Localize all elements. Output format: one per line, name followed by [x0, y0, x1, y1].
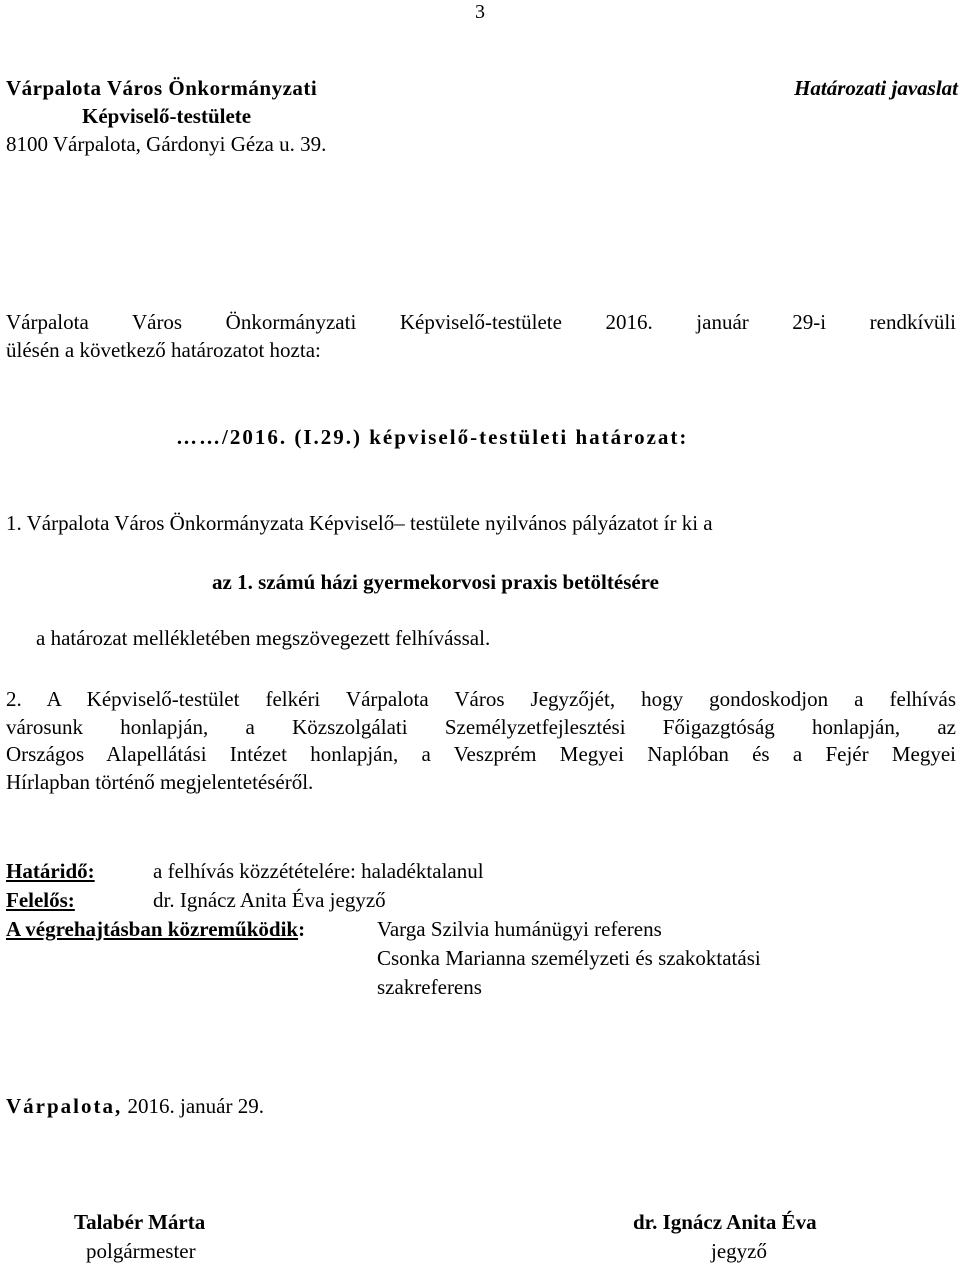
point-1-center-prefix: az 1.	[212, 570, 259, 594]
org-name: Várpalota Város Önkormányzati	[6, 76, 318, 100]
signature-left-name: Talabér Márta	[74, 1210, 206, 1234]
participant-2-cont: szakreferens	[377, 975, 482, 999]
participants-label-wrap	[6, 919, 305, 940]
point-2-line-1: 2. A Képviselő-testület felkéri Várpalota Város Jegyzőjét, hogy gondoskodjon a felhívás	[6, 687, 956, 711]
signature-left-title: polgármester	[86, 1239, 196, 1263]
doc-type: Határozati javaslat	[794, 76, 958, 100]
intro-line-1: Várpalota Város Önkormányzati Képviselő-testülete 2016. január 29-i rendkívüli	[6, 310, 956, 334]
participant-1: Varga Szilvia humánügyi referens	[377, 917, 662, 941]
intro-line-2: ülésén a következő határozatot hozta:	[6, 338, 321, 362]
point-2-line-2: városunk honlapján, a Közszolgálati Személyzetfejlesztési Főigazgtóság honlapján, az	[6, 714, 956, 739]
decision-title: ……/2016. (I.29.) képviselő-testületi határozat:	[176, 425, 689, 449]
point-2-line-4: Hírlapban történő megjelentetéséről.	[6, 769, 314, 794]
point-1-center	[212, 572, 659, 593]
participant-2: Csonka Marianna személyzeti és szakoktatási	[377, 946, 761, 970]
point-1-center-bold: számú házi gyermekorvosi praxis betöltésére	[258, 570, 659, 594]
participants-label: A végrehajtásban közreműködik	[6, 917, 299, 941]
responsible-value: dr. Ignácz Anita Éva jegyző	[153, 888, 386, 912]
point-1-line: 1. Várpalota Város Önkormányzata Képviselő– testülete nyilvános pályázatot ír ki a	[6, 511, 713, 535]
signature-right-name: dr. Ignácz Anita Éva	[633, 1210, 817, 1234]
responsible-label: Felelős:	[6, 888, 75, 912]
point-1-line-3: a határozat mellékletében megszövegezett felhívással.	[36, 626, 491, 650]
date: 2016. január 29.	[122, 1094, 264, 1118]
participants-colon: :	[298, 917, 306, 941]
place-date	[6, 1096, 264, 1117]
signature-right-title: jegyző	[711, 1239, 767, 1263]
deadline-label: Határidő:	[6, 859, 95, 883]
point-2-line-3: Országos Alapellátási Intézet honlapján, a Veszprém Megyei Naplóban és a Fejér Megyei	[6, 742, 956, 766]
org-body: Képviselő-testülete	[82, 104, 252, 128]
org-address: 8100 Várpalota, Gárdonyi Géza u. 39.	[6, 132, 327, 156]
point-2-paragraph	[6, 686, 956, 796]
page-number: 3	[475, 1, 485, 23]
place: Várpalota,	[6, 1094, 123, 1118]
deadline-value: a felhívás közzétételére: haladéktalanul	[153, 859, 484, 883]
